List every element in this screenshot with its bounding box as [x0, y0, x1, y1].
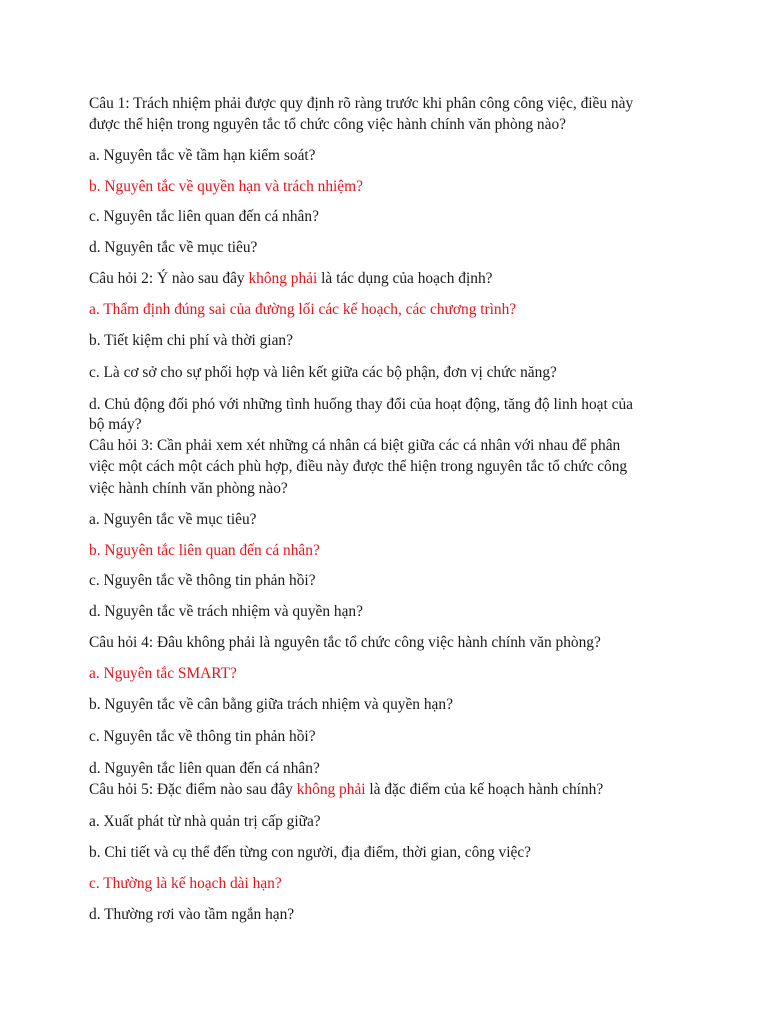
- q4-answer-c: c. Nguyên tắc về thông tin phản hồi?: [89, 728, 316, 745]
- q5-answer-d: d. Thường rơi vào tầm ngắn hạn?: [89, 906, 295, 923]
- q3-question-line1: Câu hỏi 3: Cần phải xem xét những cá nhân cá biệt giữa các cá nhân với nhau để phân: [89, 437, 621, 454]
- q1-question-line1: Câu 1: Trách nhiệm phải được quy định rõ ràng trước khi phân công công việc, điều này: [89, 95, 634, 112]
- q3-answer-d: d. Nguyên tắc về trách nhiệm và quyền hạn?: [89, 603, 363, 620]
- q1-question-line2: được thể hiện trong nguyên tắc tổ chức công việc hành chính văn phòng nào?: [89, 116, 566, 133]
- q5-answer-a: a. Xuất phát từ nhà quản trị cấp giữa?: [89, 813, 321, 830]
- q2-answer-d-line2: bộ máy?: [89, 416, 142, 433]
- q2-answer-a-correct: a. Thẩm định đúng sai của đường lối các kế hoạch, các chương trình?: [89, 301, 517, 318]
- q4-answer-d: d. Nguyên tắc liên quan đến cá nhân?: [89, 760, 320, 777]
- q2-answer-b: b. Tiết kiệm chi phí và thời gian?: [89, 332, 293, 349]
- q3-question-line3: việc hành chính văn phòng nào?: [89, 480, 288, 497]
- q2-question-highlight: không phải: [248, 270, 318, 287]
- q2-answer-d-line1: d. Chủ động đối phó với những tình huống thay đổi của hoạt động, tăng độ linh hoạt của: [89, 396, 633, 413]
- q3-answer-b-correct: b. Nguyên tắc liên quan đến cá nhân?: [89, 542, 320, 559]
- q1-answer-d: d. Nguyên tắc về mục tiêu?: [89, 239, 258, 256]
- q2-question: [89, 268, 689, 289]
- q5-question-pre: Câu hỏi 5: Đặc điểm nào sau đây: [89, 781, 297, 798]
- q5-question-highlight: không phải: [296, 781, 366, 798]
- q2-question-post: là tác dụng của hoạch định?: [317, 270, 493, 287]
- q4-answer-a-correct: a. Nguyên tắc SMART?: [89, 665, 237, 682]
- q1-answer-a: a. Nguyên tắc về tầm hạn kiểm soát?: [89, 147, 316, 164]
- q2-question-pre: Câu hỏi 2: Ý nào sau đây: [89, 270, 249, 287]
- q3-answer-c: c. Nguyên tắc về thông tin phản hồi?: [89, 572, 316, 589]
- q4-answer-b: b. Nguyên tắc về cân bằng giữa trách nhiệm và quyền hạn?: [89, 696, 453, 713]
- q1-answer-c: c. Nguyên tắc liên quan đến cá nhân?: [89, 208, 319, 225]
- q5-question-post: là đặc điểm của kế hoạch hành chính?: [365, 781, 604, 798]
- q5-answer-b: b. Chi tiết và cụ thể đến từng con người, địa điểm, thời gian, công việc?: [89, 844, 531, 861]
- q2-answer-c: c. Là cơ sở cho sự phối hợp và liên kết giữa các bộ phận, đơn vị chức năng?: [89, 364, 557, 381]
- q3-answer-a: a. Nguyên tắc về mục tiêu?: [89, 511, 257, 528]
- q1-answer-b-correct: b. Nguyên tắc về quyền hạn và trách nhiệm?: [89, 178, 363, 195]
- q5-question: [89, 779, 689, 800]
- q5-answer-c-correct: c. Thường là kế hoạch dài hạn?: [89, 875, 282, 892]
- q3-question-line2: việc một cách một cách phù hợp, điều này được thể hiện trong nguyên tắc tổ chức công: [89, 458, 628, 475]
- q4-question: Câu hỏi 4: Đâu không phải là nguyên tắc tổ chức công việc hành chính văn phòng?: [89, 634, 601, 651]
